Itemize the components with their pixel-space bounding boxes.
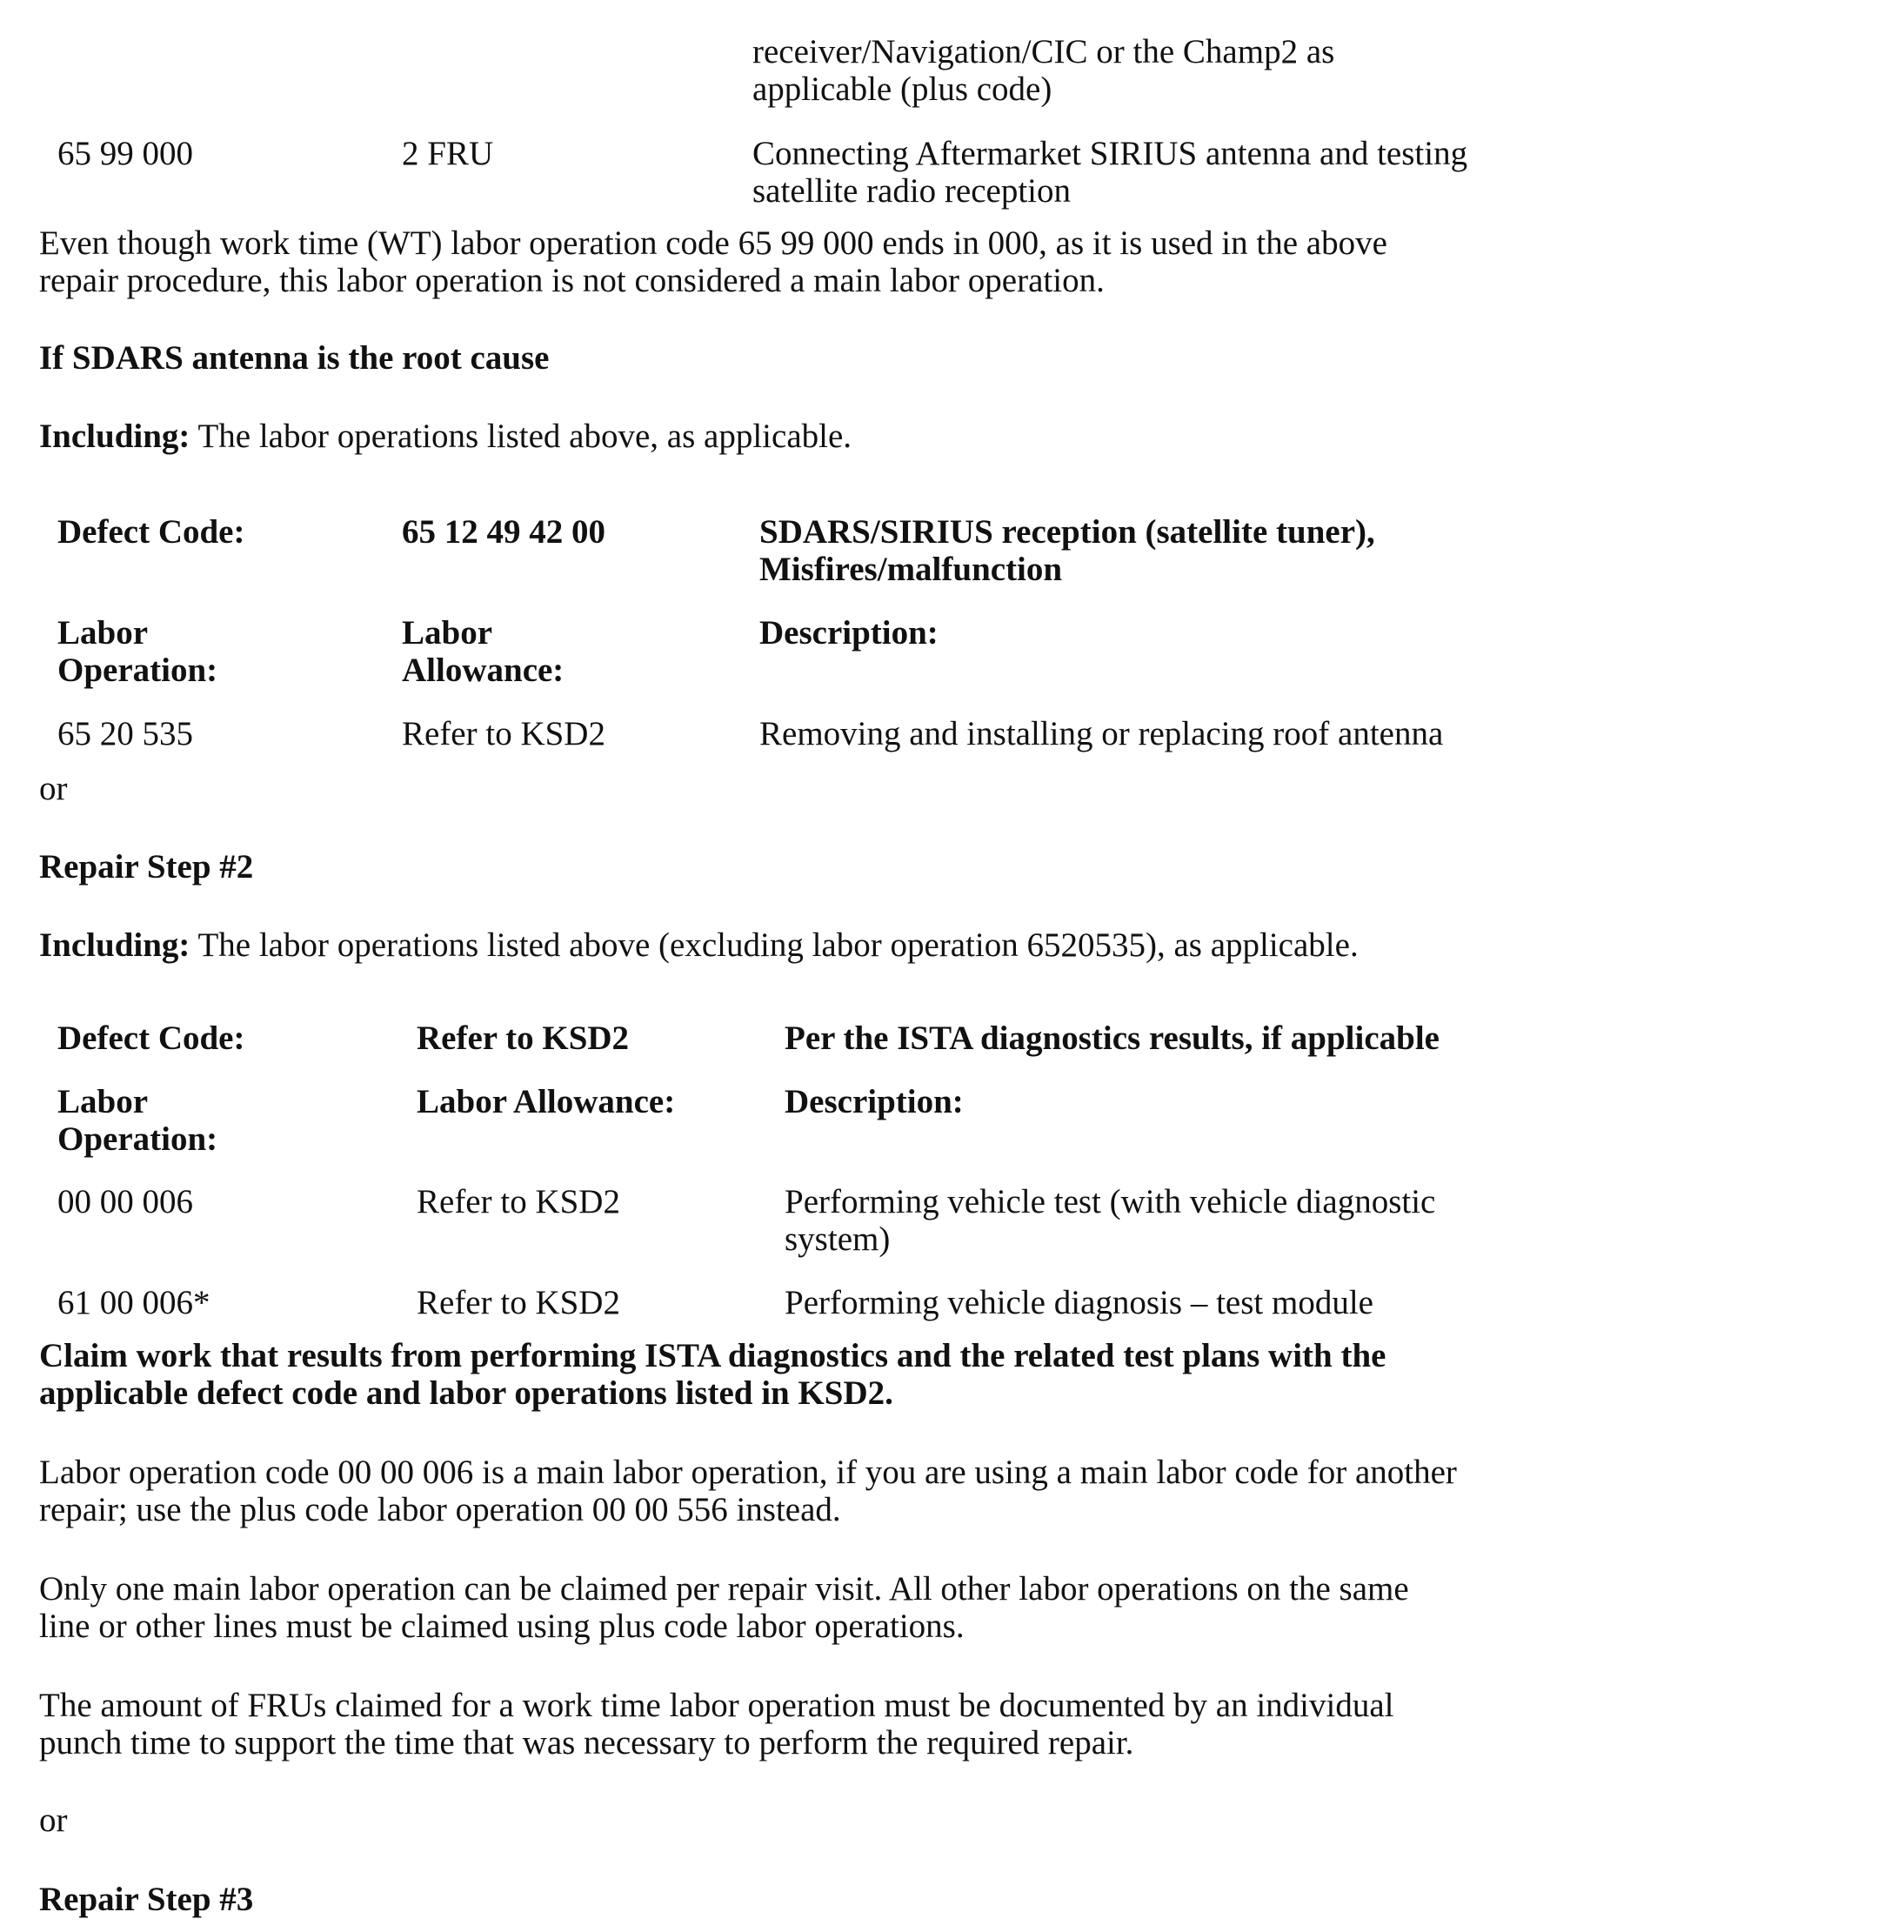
labor-allowance-2fru: 2 FRU — [402, 135, 494, 172]
defect-desc-line-2: Misfires/malfunction — [759, 551, 1063, 588]
paragraph-one-main-line-1: Only one main labor operation can be claimed per repair visit. All other labor operations on the same — [39, 1570, 1409, 1608]
or-separator: or — [39, 770, 68, 807]
labor-operation-659900: 65 99 000 — [57, 135, 193, 172]
labor-allowance: Refer to KSD2 — [417, 1284, 620, 1321]
defect-desc: Per the ISTA diagnostics results, if applicable — [785, 1019, 1440, 1057]
description-line-1: Connecting Aftermarket SIRIUS antenna and testing — [752, 135, 1468, 172]
labor-description: Removing and installing or replacing roof antenna — [759, 715, 1444, 752]
hdr-allowance: Labor Allowance: — [417, 1083, 676, 1120]
labor-allowance: Refer to KSD2 — [402, 715, 605, 752]
sdars-including — [39, 418, 1874, 455]
wt-note-line-2: repair procedure, this labor operation is not considered a main labor operation. — [39, 262, 1105, 299]
paragraph-main-labor-line-1: Labor operation code 00 00 006 is a main labor operation, if you are using a main labor code for another — [39, 1454, 1457, 1491]
hdr-allowance-line-2: Allowance: — [402, 652, 565, 689]
labor-allowance: Refer to KSD2 — [417, 1183, 620, 1220]
hdr-operation-line-1: Labor — [57, 614, 149, 652]
sdars-heading: If SDARS antenna is the root cause — [39, 339, 550, 377]
continued-description-line-2: applicable (plus code) — [752, 70, 1052, 108]
defect-code-value: Refer to KSD2 — [417, 1019, 630, 1057]
labor-operation-610006: 61 00 006* — [57, 1284, 210, 1321]
hdr-description: Description: — [785, 1083, 964, 1120]
wt-note-line-1: Even though work time (WT) labor operation code 65 99 000 ends in 000, as it is used in the above — [39, 224, 1387, 262]
hdr-description: Description: — [759, 614, 939, 652]
hdr-operation-line-1: Labor — [57, 1083, 149, 1120]
labor-description-line-2: system) — [785, 1220, 891, 1258]
hdr-operation-line-2: Operation: — [57, 1120, 218, 1158]
including-label: Including: — [39, 926, 190, 964]
claim-note-line-1: Claim work that results from performing ISTA diagnostics and the related test plans with the — [39, 1337, 1386, 1374]
repair-step-3-heading: Repair Step #3 — [39, 1881, 254, 1918]
defect-code-label: Defect Code: — [57, 513, 245, 551]
paragraph-main-labor-line-2: repair; use the plus code labor operation 00 00 556 instead. — [39, 1491, 841, 1528]
labor-operation-000006: 00 00 006 — [57, 1183, 193, 1220]
paragraph-frus-line-2: punch time to support the time that was necessary to perform the required repair. — [39, 1724, 1134, 1762]
paragraph-frus-line-1: The amount of FRUs claimed for a work time labor operation must be documented by an individual — [39, 1687, 1394, 1724]
defect-desc-line-1: SDARS/SIRIUS reception (satellite tuner), — [759, 513, 1375, 551]
paragraph-one-main-line-2: line or other lines must be claimed using plus code labor operations. — [39, 1608, 965, 1645]
repair-step-2-heading: Repair Step #2 — [39, 848, 254, 886]
hdr-operation-line-2: Operation: — [57, 652, 218, 689]
labor-description-line-1: Performing vehicle test (with vehicle diagnostic — [785, 1183, 1436, 1220]
including-text: The labor operations listed above (excluding labor operation 6520535), as applicable. — [190, 926, 1359, 964]
defect-code-value: 65 12 49 42 00 — [402, 513, 605, 551]
defect-code-label: Defect Code: — [57, 1019, 245, 1057]
labor-operation-652053: 65 20 535 — [57, 715, 193, 752]
claim-note-line-2: applicable defect code and labor operations listed in KSD2. — [39, 1374, 893, 1412]
hdr-allowance-line-1: Labor — [402, 614, 493, 652]
description-line-2: satellite radio reception — [752, 172, 1072, 210]
labor-description: Performing vehicle diagnosis – test module — [785, 1284, 1373, 1321]
step2-including — [39, 926, 1874, 964]
or-separator: or — [39, 1802, 68, 1839]
including-text: The labor operations listed above, as applicable. — [190, 418, 852, 455]
continued-description-line-1: receiver/Navigation/CIC or the Champ2 as — [752, 33, 1335, 70]
including-label: Including: — [39, 418, 190, 455]
